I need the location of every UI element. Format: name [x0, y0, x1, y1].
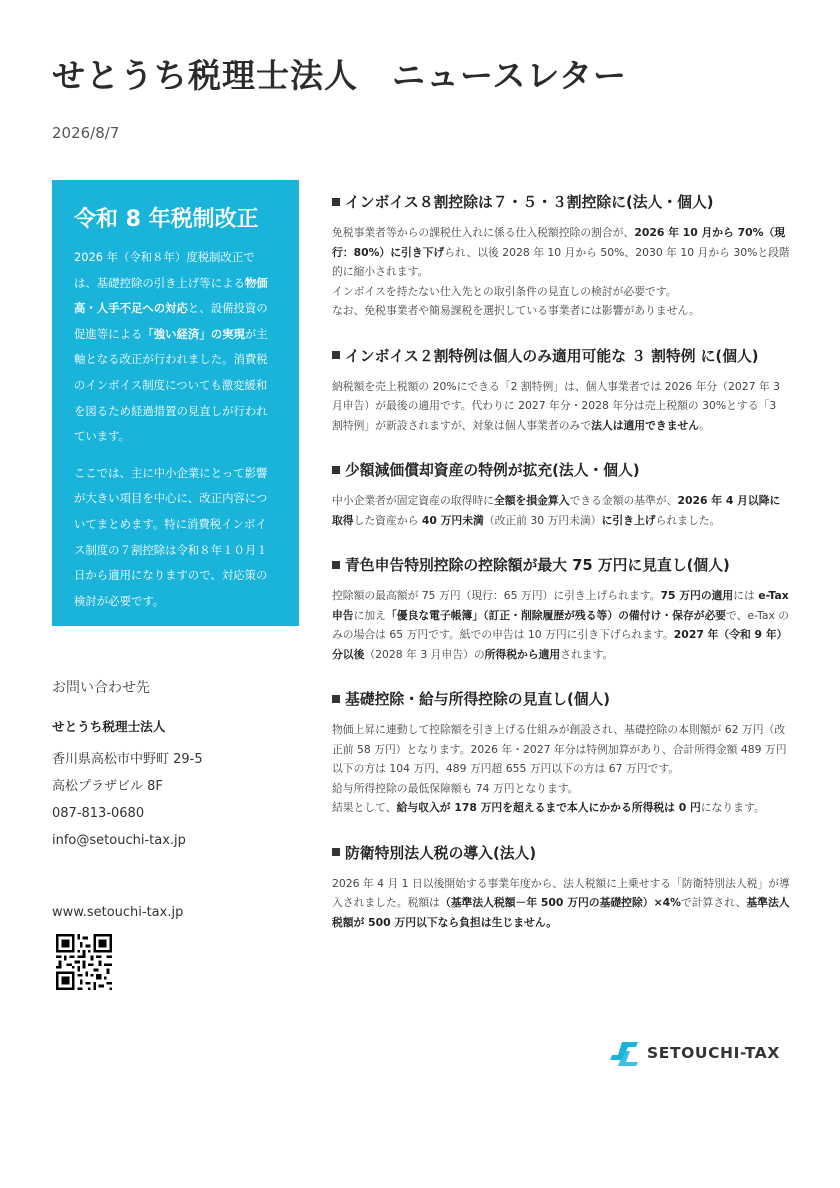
section-title: 少額減価償却資産の特例が拡充(法人・個人) [345, 462, 640, 479]
body-text: になります。 [700, 801, 765, 814]
square-bullet-icon [332, 561, 340, 569]
emphasis-text: に引き上げ [601, 513, 656, 527]
square-bullet-icon [332, 848, 340, 856]
section-body [332, 223, 790, 321]
emphasis-text: 40 万円未満 [421, 513, 484, 527]
square-bullet-icon [332, 351, 340, 359]
body-text: 控除額の最高額が 75 万円（現行：65 万円）に引き上げられます。 [332, 589, 661, 602]
section-title: 基礎控除・給与所得控除の見直し(個人) [345, 691, 611, 708]
section-blue-return [332, 554, 790, 664]
qr-code-icon [56, 934, 112, 990]
body-text: （改正前 30 万円未満） [483, 513, 602, 527]
emphasis-text: 2026 年 10 月から 70%（現行：80%）に引き下げ [332, 226, 786, 259]
section-body [332, 377, 790, 436]
section-body [332, 874, 790, 933]
main-column [332, 191, 790, 956]
body-text: 物価上昇に連動して控除額を引き上げる仕組みが創設され、基礎控除の本則額が 62 万円（改正前 58 万円）となります。2026 年・2027 年分は特例加算があり、合計所得金額 489 万円以下の方は 104 万円、489 万円超 655 万円以下の方は 67 万円です。 [332, 723, 787, 775]
body-text: されます。 [560, 647, 614, 661]
section-heading [332, 191, 790, 212]
body-text: られました。 [655, 513, 721, 527]
body-text: なお、免税事業者や簡易課税を選択している事業者には影響がありません。 [332, 304, 700, 317]
square-bullet-icon [332, 198, 340, 206]
section-heading [332, 842, 790, 863]
body-text: 中小企業者が固定資産の取得時に [332, 494, 494, 507]
section-title: 青色申告特別控除の控除額が最大 75 万円に見直し(個人) [345, 557, 730, 574]
body-text: 結果として、 [332, 801, 397, 814]
email-address[interactable]: info@setouchi-tax.jp [52, 833, 186, 848]
emphasis-text: 75 万円の適用 [660, 589, 734, 602]
emphasis-text: 2027 年（令和 9 年）分以後 [332, 628, 788, 661]
body-text: 2026 年 4 月 1 日以後開始する事業年度から、法人税額に上乗せする「防衛特別法人税」が導入されました。税額は [332, 876, 790, 909]
emphasis-text: 基準法人税額が 500 万円以下なら負担は生じません。 [332, 896, 790, 929]
body-text: した資産から [353, 513, 422, 527]
address-line-2: 高松プラザビル 8F [52, 779, 163, 794]
body-text: が主軸となる改正が行われました。消費税のインボイス制度についても激変緩和を図るため経過措置の見直しが行われています。 [74, 326, 268, 444]
company-logo [608, 1040, 780, 1066]
emphasis-text: （基準法人税額－年 500 万円の基礎控除）×4% [439, 896, 681, 909]
body-text: インボイスを持たない仕入先との取引条件の見直しの検討が必要です。 [332, 284, 677, 298]
section-body [332, 586, 790, 664]
body-text: できる金額の基準が、 [569, 494, 678, 507]
phone-number: 087-813-0680 [52, 806, 145, 821]
section-invoice-80 [332, 191, 790, 321]
issue-date: 2026/8/7 [52, 124, 120, 142]
body-text: 給与所得控除の最低保障額も 74 万円となります。 [332, 781, 579, 795]
section-heading [332, 688, 790, 709]
body-text: に加え [353, 608, 386, 622]
emphasis-text: 「強い経済」の実現 [142, 326, 245, 341]
intro-title: 令和 8 年税制改正 [74, 207, 259, 232]
body-text: で、e-Tax のみの場合は 65 万円です。紙での申告は 10 万円に引き下げられます。 [332, 608, 790, 641]
contact-block [52, 677, 302, 854]
emphasis-text: 物価高・人手不足への対応 [74, 275, 268, 316]
section-title: 防衛特別法人税の導入(法人) [345, 844, 537, 862]
emphasis-text: 全額を損金算入 [493, 494, 570, 507]
body-text: と、設備投資の促進等による [74, 301, 268, 341]
body-text: で計算され、 [680, 896, 747, 909]
website-url[interactable]: www.setouchi-tax.jp [52, 905, 184, 920]
section-body [332, 720, 790, 818]
emphasis-text: e-Tax 申告 [332, 589, 789, 622]
intro-paragraph-2 [74, 461, 277, 615]
intro-box [52, 180, 299, 626]
section-title: インボイス８割控除は７・５・３割控除に(法人・個人) [345, 194, 714, 211]
contact-label: お問い合わせ先 [52, 680, 150, 696]
emphasis-text: 所得税から適用 [484, 647, 561, 661]
section-invoice-20 [332, 345, 790, 436]
body-text: （2028 年 3 月申告）の [364, 647, 485, 661]
section-defense-tax [332, 842, 790, 933]
section-small-depreciation [332, 459, 790, 530]
square-bullet-icon [332, 695, 340, 703]
address-line-1: 香川県高松市中野町 29-5 [52, 752, 203, 767]
square-bullet-icon [332, 466, 340, 474]
emphasis-text: 給与収入が 178 万円を超えるまで本人にかかる所得税は 0 円 [396, 801, 701, 814]
emphasis-text: 法人は適用できません [591, 418, 700, 432]
page-title: せとうち税理士法人 ニュースレター [52, 56, 628, 95]
logo-text: SETOUCHI-TAX [647, 1044, 780, 1062]
body-text: 納税額を売上税額の 20%にできる「2 割特例」は、個人事業者では 2026 年分（2027 年 3 月申告）が最後の適用です。代わりに 2027 年分・2028 年分は売上税額の 30%とする「3 割特例」が新設されますが、対象は個人事業者のみで [332, 379, 780, 432]
body-text: 免税事業者等からの課税仕入れに係る仕入税額控除の割合が、 [332, 226, 635, 239]
body-text: ここでは、主に中小企業にとって影響が大きい項目を中心に、改正内容についてまとめます。特に消費税インボイス制度の７割控除は令和８年１０月１日から適用になりますので、対応策の検討が必要です。 [74, 465, 268, 608]
body-text: 。 [699, 418, 710, 432]
emphasis-text: 2026 年 4 月以降に取得 [332, 494, 781, 527]
emphasis-text: 「優良な電子帳簿」（訂正・削除履歴が残る等）の備付け・保存が必要 [385, 608, 727, 622]
body-text: には [733, 589, 759, 602]
body-text: 2026 年（令和８年）度税制改正では、基礎控除の引き上げ等による [74, 250, 255, 290]
company-name: せとうち税理士法人 [52, 719, 166, 734]
setouchi-logo-icon [608, 1040, 640, 1066]
section-title: インボイス２割特例は個人のみ適用可能な ３ 割特例 に(個人) [345, 347, 759, 365]
section-heading [332, 345, 790, 366]
section-heading [332, 459, 790, 480]
body-text: られ、以後 2028 年 10 月から 50%、2030 年 10 月から 30%と段階的に縮小されます。 [332, 245, 790, 278]
section-body [332, 491, 790, 530]
intro-paragraph-1 [74, 245, 277, 450]
section-heading [332, 554, 790, 575]
section-basic-deduction [332, 688, 790, 818]
